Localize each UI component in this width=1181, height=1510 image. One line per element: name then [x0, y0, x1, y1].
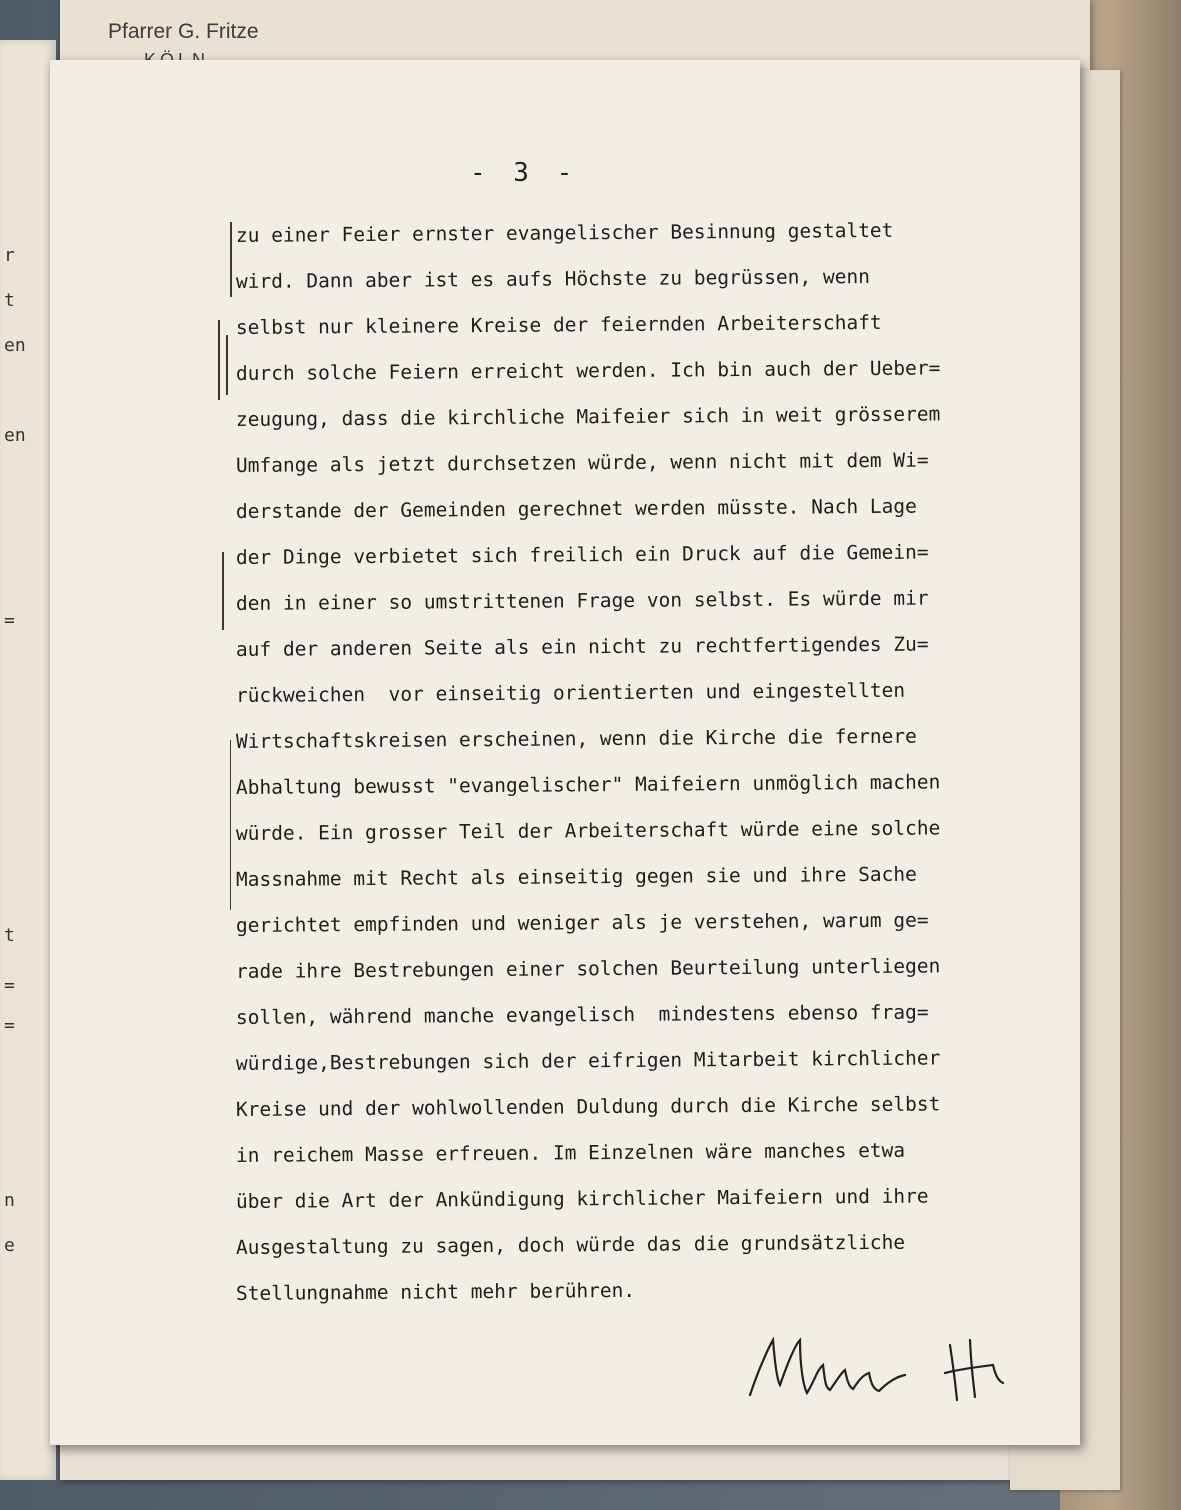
body-line: Wirtschaftskreisen erscheinen, wenn die Kirche die fernere: [235, 724, 917, 753]
left-page-fragment: =: [4, 975, 15, 996]
signature: [745, 1325, 1015, 1415]
letterhead-name: Pfarrer G. Fritze: [108, 20, 259, 43]
margin-mark: [226, 335, 228, 395]
body-line: Abhaltung bewusst "evangelischer" Maifeiern unmöglich machen: [235, 770, 941, 799]
body-line: Ausgestaltung zu sagen, doch würde das die grundsätzliche: [235, 1230, 906, 1259]
body-line: sollen, während manche evangelisch mindestens ebenso frag=: [235, 1000, 929, 1029]
margin-mark: [218, 320, 220, 400]
margin-mark: [230, 222, 232, 297]
margin-mark: [222, 552, 224, 630]
page-number: - 3 -: [470, 158, 579, 188]
body-line: in reichem Masse erfreuen. Im Einzelnen wäre manches etwa: [235, 1138, 906, 1167]
body-line: würdige,Bestrebungen sich der eifrigen Mitarbeit kirchlicher: [235, 1046, 941, 1075]
left-page-fragment: r: [4, 245, 15, 266]
body-line: Stellungnahme nicht mehr berühren.: [235, 1278, 636, 1305]
body-line: rückweichen vor einseitig orientierten und eingestellten: [235, 678, 906, 707]
body-line: derstande der Gemeinden gerechnet werden müsste. Nach Lage: [235, 494, 917, 523]
left-page-edge: [0, 40, 56, 1480]
body-line: Massnahme mit Recht als einseitig gegen sie und ihre Sache: [235, 862, 917, 891]
body-line: durch solche Feiern erreicht werden. Ich bin auch der Ueber=: [235, 356, 941, 385]
body-line: über die Art der Ankündigung kirchlicher Maifeiern und ihre: [235, 1184, 929, 1213]
body-line: den in einer so umstrittenen Frage von selbst. Es würde mir: [235, 586, 929, 615]
left-page-fragment: =: [4, 1015, 15, 1036]
margin-mark: [230, 740, 231, 910]
letter-body: [236, 220, 1036, 1324]
body-line: auf der anderen Seite als ein nicht zu rechtfertigendes Zu=: [235, 632, 929, 661]
left-page-fragment: =: [4, 610, 15, 631]
body-line: Umfange als jetzt durchsetzen würde, wenn nicht mit dem Wi=: [235, 448, 929, 477]
body-line: zu einer Feier ernster evangelischer Besinnung gestaltet: [235, 218, 894, 247]
left-page-fragment: en: [4, 335, 26, 356]
left-page-fragment: en: [4, 425, 26, 446]
body-line: der Dinge verbietet sich freilich ein Druck auf die Gemein=: [235, 540, 929, 569]
body-line: Kreise und der wohlwollenden Duldung durch die Kirche selbst: [235, 1092, 941, 1121]
body-line: rade ihre Bestrebungen einer solchen Beurteilung unterliegen: [235, 954, 941, 983]
left-page-fragment: t: [4, 925, 15, 946]
body-line: zeugung, dass die kirchliche Maifeier sich in weit grösserem: [235, 402, 941, 431]
left-page-fragment: e: [4, 1235, 15, 1256]
body-line: gerichtet empfinden und weniger als je verstehen, warum ge=: [235, 908, 929, 937]
body-line: würde. Ein grosser Teil der Arbeiterschaft würde eine solche: [235, 816, 941, 845]
left-page-fragment: t: [4, 290, 15, 311]
body-line: selbst nur kleinere Kreise der feiernden Arbeiterschaft: [235, 310, 882, 339]
left-page-fragment: n: [4, 1190, 15, 1211]
body-line: wird. Dann aber ist es aufs Höchste zu begrüssen, wenn: [235, 265, 870, 293]
